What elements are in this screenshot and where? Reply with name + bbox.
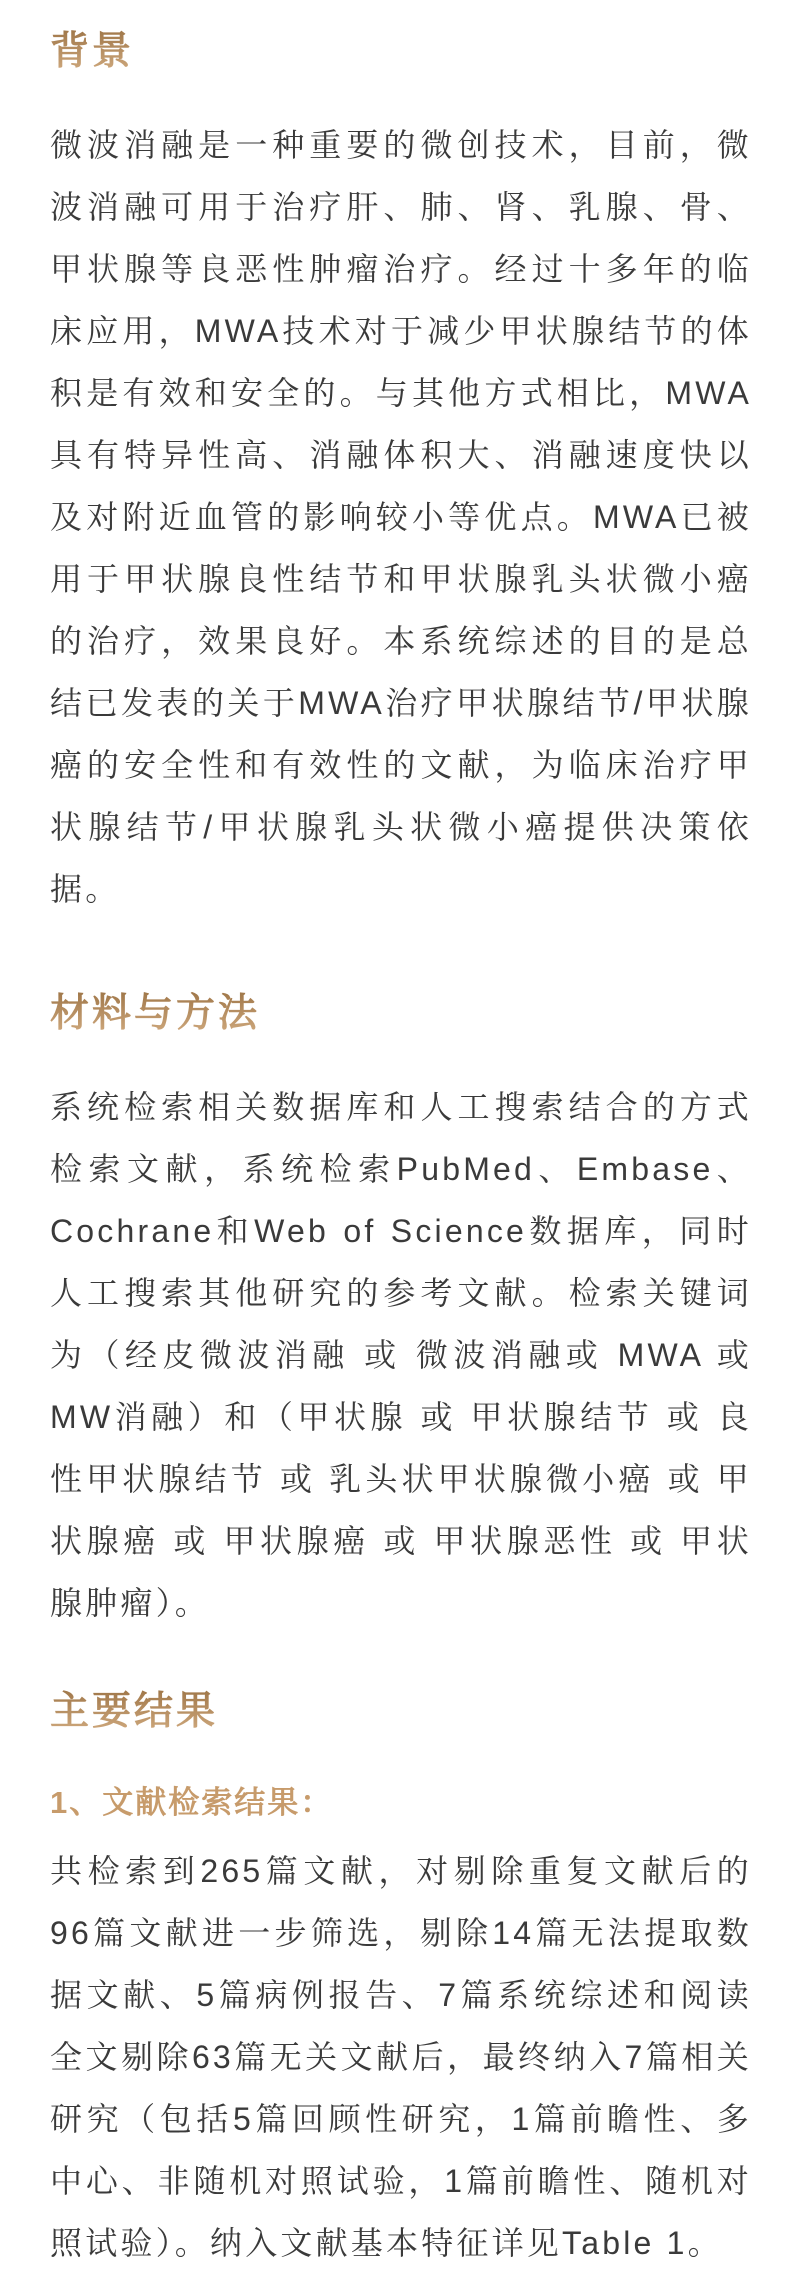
section-background [50,26,752,920]
section-materials-methods [50,988,752,1634]
section-main-results [50,1686,752,2274]
paragraph-literature-search-results: 共检索到265篇文献，对剔除重复文献后的96篇文献进一步筛选，剔除14篇无法提取数据文献、5篇病例报告、7篇系统综述和阅读全文剔除63篇无关文献后，最终纳入7篇相关研究（包括5篇回顾性研究，1篇前瞻性、多中心、非随机对照试验，1篇前瞻性、随机对照试验）。纳入文献基本特征详见Table 1。 [50,1853,752,2261]
paragraph-background: 微波消融是一种重要的微创技术，目前，微波消融可用于治疗肝、肺、肾、乳腺、骨、甲状腺等良恶性肿瘤治疗。经过十多年的临床应用，MWA技术对于减少甲状腺结节的体积是有效和安全的。与其他方式相比，MWA具有特异性高、消融体积大、消融速度快以及对附近血管的影响较小等优点。MWA已被用于甲状腺良性结节和甲状腺乳头状微小癌的治疗，效果良好。本系统综述的目的是总结已发表的关于MWA治疗甲状腺结节/甲状腺癌的安全性和有效性的文献，为临床治疗甲状腺结节/甲状腺乳头状微小癌提供决策依据。 [50,127,752,907]
subsection-heading-literature-search-results: 1、文献检索结果： [50,1785,334,1820]
section-heading-background: 背景 [50,26,752,76]
section-heading-main-results: 主要结果 [50,1686,752,1736]
paragraph-materials-methods: 系统检索相关数据库和人工搜索结合的方式检索文献，系统检索PubMed、Embase、Cochrane和Web of Science数据库，同时人工搜索其他研究的参考文献。检索关键词为（经皮微波消融 或 微波消融或 MWA 或 MW消融）和（甲状腺 或 甲状腺结节 或 良性甲状腺结节 或 乳头状甲状腺微小癌 或 甲状腺癌 或 甲状腺癌 或 甲状腺恶性 或 甲状腺肿瘤）。 [50,1089,752,1621]
section-heading-materials-methods: 材料与方法 [50,988,752,1038]
